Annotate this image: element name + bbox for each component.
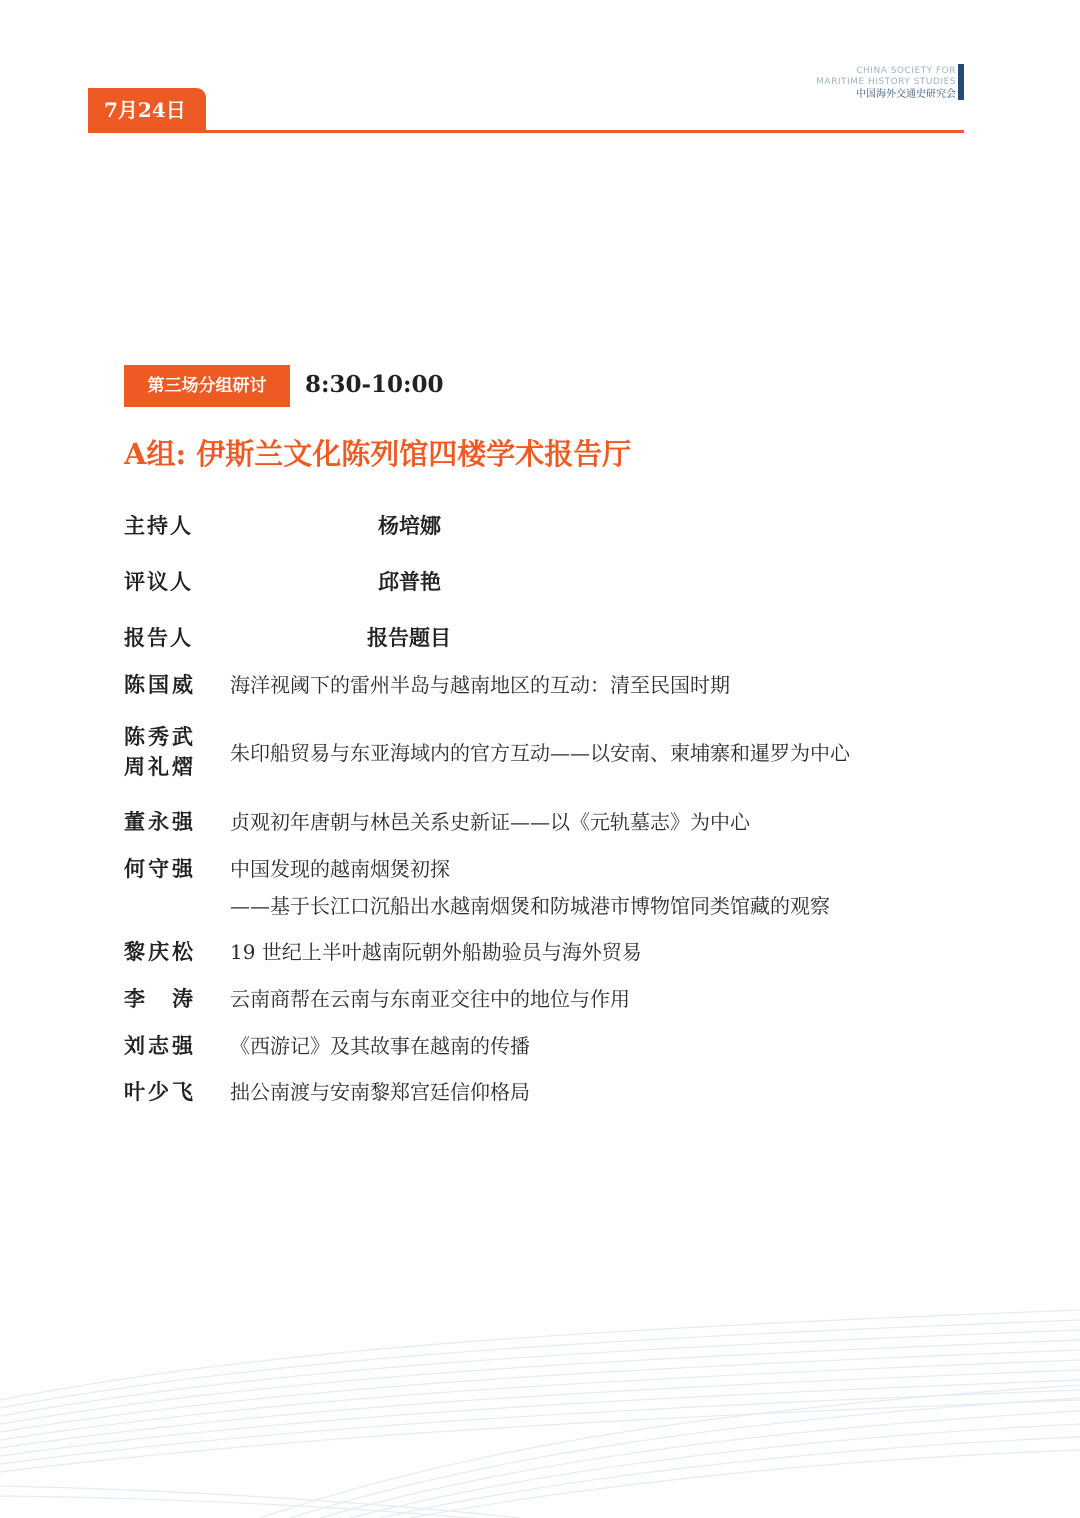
presentation-title: 云南商帮在云南与东南亚交往中的地位与作用: [230, 987, 630, 1011]
presentation-title: 19 世纪上半叶越南阮朝外船勘验员与海外贸易: [230, 940, 642, 964]
presenter-name: 何守强: [124, 856, 196, 881]
society-logo: [816, 66, 956, 101]
topic-header: 报告题目: [367, 625, 451, 650]
group-title: A组: 伊斯兰文化陈列馆四楼学术报告厅: [124, 437, 632, 471]
host-name: 杨培娜: [378, 513, 441, 538]
presenter-name: 刘志强: [124, 1033, 196, 1058]
presenter-label: 报告人: [124, 625, 193, 650]
presenter-name: 李 涛: [124, 986, 196, 1011]
session-badge: 第三场分组研讨: [124, 365, 290, 407]
presenter-name: 周礼熠: [124, 754, 196, 779]
host-label: 主持人: [124, 513, 193, 538]
presenter-name: 黎庆松: [124, 939, 196, 964]
brand-english-line-2: MARITIME HISTORY STUDIES: [816, 77, 956, 87]
brand-english-line-1: CHINA SOCIETY FOR: [856, 66, 956, 76]
session-time: 8:30-10:00: [305, 371, 444, 398]
presentation-title: 朱印船贸易与东亚海域内的官方互动——以安南、柬埔寨和暹罗为中心: [230, 741, 850, 765]
presentation-title: 中国发现的越南烟煲初探: [230, 857, 450, 881]
presentation-title: 海洋视阈下的雷州半岛与越南地区的互动：清至民国时期: [230, 673, 730, 697]
reviewer-name: 邱普艳: [378, 569, 441, 594]
presenter-name: 陈国威: [124, 672, 196, 697]
presentation-title: 拙公南渡与安南黎郑宫廷信仰格局: [230, 1080, 530, 1104]
presentation-title: 《西游记》及其故事在越南的传播: [230, 1034, 530, 1058]
date-tab: 7月24日: [88, 88, 206, 132]
presenter-name: 董永强: [124, 809, 196, 834]
decorative-wave-lines: [0, 1290, 1080, 1518]
brand-chinese-name: 中国海外交通史研究会: [856, 89, 956, 100]
presenter-name: 叶少飞: [124, 1079, 196, 1104]
presenter-name: 陈秀武: [124, 724, 196, 749]
reviewer-label: 评议人: [124, 569, 193, 594]
brand-bar: [958, 64, 964, 100]
header-divider: [88, 130, 964, 133]
presentation-title: 贞观初年唐朝与林邑关系史新证——以《元轨墓志》为中心: [230, 810, 750, 834]
presentation-subtitle: ——基于长江口沉船出水越南烟煲和防城港市博物馆同类馆藏的观察: [230, 894, 830, 918]
